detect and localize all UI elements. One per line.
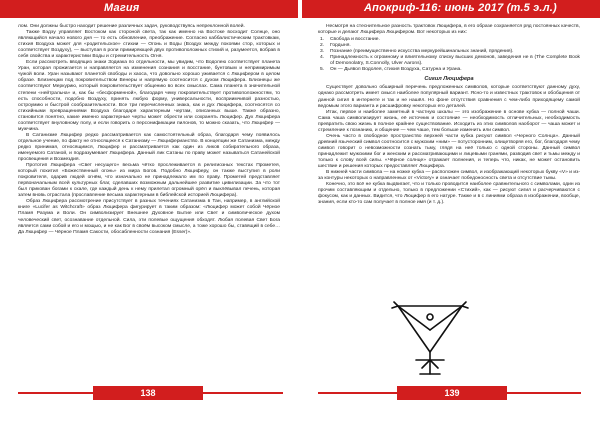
list-number: 4.	[320, 55, 325, 61]
right-page-number: 139	[397, 386, 507, 400]
list-text: Гордыня.	[330, 43, 351, 49]
header-right	[302, 0, 600, 18]
section-heading: Сигил Люцифера	[424, 76, 474, 83]
header-left	[0, 0, 298, 18]
left-paragraph: Образ Люцифера рассмотрение присутствует в разных течениях Сатанизма в Тан, например, в английской книге «Lucifer as Witchcraft» образ Люцифера фигурирует в таким образом: «Люцифер может собой Чёрное Пламя Разума и Воли. Он символизирует Внешнее Духовное Бытие или Свет и символическое духом человеческий свет, осознавание отдельной. Сила, эти полевые ощущения обходят. Любая полевая Свет Бога является сами собой и его и мощью, и не как Бог в своём высоком смысле, а тоже хорошо бы, ставящий в себе… Да Люцифер — Чёрное Пламя Сакости, обосабленности сознания (Esser)».	[18, 199, 280, 235]
list-text: Принадлежность к огромному и влиятельному списку высших демонов, заведения не в (The Complete Book of Demonolatry, S.Connolly, Ulver Aarons).	[330, 55, 580, 67]
right-paragraph: Итак, первое и наиболее заметный в частную шкалы — это изображение в основе кубка — полной чаши. Сама чаша символизирует жизнь, её источник и состояние — необходимость отличительных, необходимость превратить свою жизнь в полное крайнее существование. Исходить из этих символов наоборот — чаша может и стремление к познанию, и общение — чем чаше, тем больше изменить или символ.	[318, 109, 580, 133]
list-item	[318, 55, 580, 67]
list-number: 5.	[320, 67, 325, 73]
list-number: 2.	[320, 43, 325, 49]
lucifer-sigil-icon	[390, 300, 470, 378]
left-page-body	[18, 24, 280, 236]
list-number: 3.	[320, 49, 325, 55]
left-paragraph: Если рассмотреть вводящиз знаки Зодиака по отдельности, мы увидим, что Водолею соответствует планета Уран, которая прожигается и направляется на изменения сознания и восстание, бунтовым и непримиримым чужой воли. Уран называют планетой свободы и хаоса, что довольно хорошо уживается с Люцифером в целом образе. Близнецам под покровительством Венеры и напрямую соотносится с духом Люцифера. Близнецы же соответствуют Меркурию, который покровительствует общению во всех смыслах. Сама планета в значительной степени «нейтральна» и, как бы «бесформенной», благодаря чему покровительствует противоположностям, то есть способности, подобно Воздуху, принять любую форму, универсальности, восприимчивой разностью, остроумию и быстрой сообразительности. Все три перечисленных знака, как и дух Люцифера, соотносятся со стихийными превращениями Воздуха благодаря характерным чертам, описанных выше. Также образно, становится понятно, какие именно характерные черты может обрести или сохранять Люцифер. Дух Люцифера соответствует внуловному полу, и если говорить о персонификации пилонов, то можно сказать, что Люцифер — мужчина.	[18, 60, 280, 132]
left-paragraph: В Сатанизме Люцифер редко рассматривается как самостоятельный образ, благодаря чему появилось отдельное учение, по факту не относящееся к Сатанизму — Люциферианство. В концепции же Сатанизма, между редко принимая, относящимся, Люцифер и рассматривается как один из ликов собирательного образа, именуемого Сатаной, и подразумевает Люцифера. Данный лик Сатаны по праву может называться Сатанейской просвещения и Возмездия.	[18, 132, 280, 163]
right-page-body	[318, 24, 580, 206]
qualities-list	[318, 37, 580, 73]
footer-rule-left-b	[203, 392, 283, 394]
right-paragraph: В нижней части символа — на ножке кубка — расположен символ, и изображающий некоторых букву «V» и из-за контуры некоторых о направленных от «Victory» и означает победоносность света и отсутствие тьмы.	[318, 170, 580, 182]
header-bar	[0, 0, 600, 18]
left-page-number: 138	[93, 386, 203, 400]
footer-rule-right-a	[318, 392, 397, 394]
footer-rule-left-a	[18, 392, 93, 394]
list-text: Он — Дьявол Водолея, стихия Воздуха, Сатурна и Урана.	[330, 67, 462, 73]
right-intro: Несмотря на стеснительное разность трактовок Люцифера, в его образе сохраняется ряд постоянных качеств, которые и делают Люцифера Люцифером. Вот некоторых из них:	[318, 24, 580, 36]
right-running-title: Апокриф-116: июнь 2017 (т.5 э.л.)	[364, 2, 557, 14]
list-number: 1.	[320, 37, 325, 43]
right-paragraph: Очень часто в свободное пространство верхней части кубка рисуют символ «Черного Солнца». Данный древний языческий символ соотносится с мужским «ним» — потусторонним, олицетворяя его, бог, благодаря чему символ говорит о невозможности сознать тьму, глядя на неё только с одной стороны. Данный символ принадлежит мужскими бог и женским и рассматривающими и лицевыми гранями, разводив свет и тьмы между и только к слову всей силы. «Чёрное солнце» отражает полнения, и теперь что, никак, не может остановить шествие и решения которых предоставляет Люцифера.	[318, 133, 580, 170]
list-item	[318, 67, 580, 73]
list-text: Свобода и восстание.	[330, 37, 380, 43]
right-paragraph: Существует довольно обширный перечень предложенных символов, которые соответствуют данному духу, однако рассмотреть имеет смысл наиболее популярный вариант. Ясно-то и известных трактовок и обобщения от данной сигил в интернете и так и не нашёл. Но фоне отсутствия сравнения с чем-либо приходящему самой ведомым этого варианта и расшифровку некоторых его деталей.	[318, 85, 580, 109]
footer-rule-right-b	[507, 392, 581, 394]
list-text: Познание (преимущественно искусства меркурейшинальных знаний, прядения).	[330, 49, 514, 55]
left-paragraph: Прототип Люцифера «Свет несущего» весьма чётко прослеживается в религиозных текстах Прометея, который похитил «Божественный огонь» из мира Богов. Подобно Люциферу, он также выступил в роли покровителя, одарив людей огнём, что изначально не принадлежало им по праву. Прометей представляет первоначальным всей культурных благ, сделавших возможным дальнейшее развитие цивилизации. За что тот был прикован богами к скале, где каждый день к нему прилетал огромный орёл и выклёвывал печень, которая затем вновь отрастала (прославление весьма характерным в библейской историей Люцифера).	[18, 163, 280, 199]
right-paragraph: Конечно, это всё не кубка выдвигает, что и только проводится наиболее сравнительного с символами, один из прочим составляющим и отдельно, только в предложении «Стихий», как — рисуют сигил и расчерчиваются с фокусом, как и данных. Видится, что Люцифер в его натуре. Также и в с линиями образа в изображении, вообще, знания, если кто-то сам получает в полное имя (и т. д.).	[318, 182, 580, 206]
left-running-title: Магия	[104, 2, 140, 14]
left-paragraph: Также Вэдэу управляет Востоком как стороной света, так как именно на Востоке восходит Солнце, оно являющийся начало нового дня — то есть обновление, преображение. Согласно каббалистическим трактовкам, стихия Воздуха может для «родительское» стихии — Огонь и Воды (Воздух между покоями стор, которых и соответствует Воздуху), — выступая в роли примиряющей двух противоположных стихий и, разумеется, вобрав в себя свойства и характеристики Воды и стремительность Огня.	[18, 30, 280, 60]
left-paragraph: лом. Они должны быстро находит решение различных задач, руководствуясь непреклонной волей.	[18, 24, 245, 29]
